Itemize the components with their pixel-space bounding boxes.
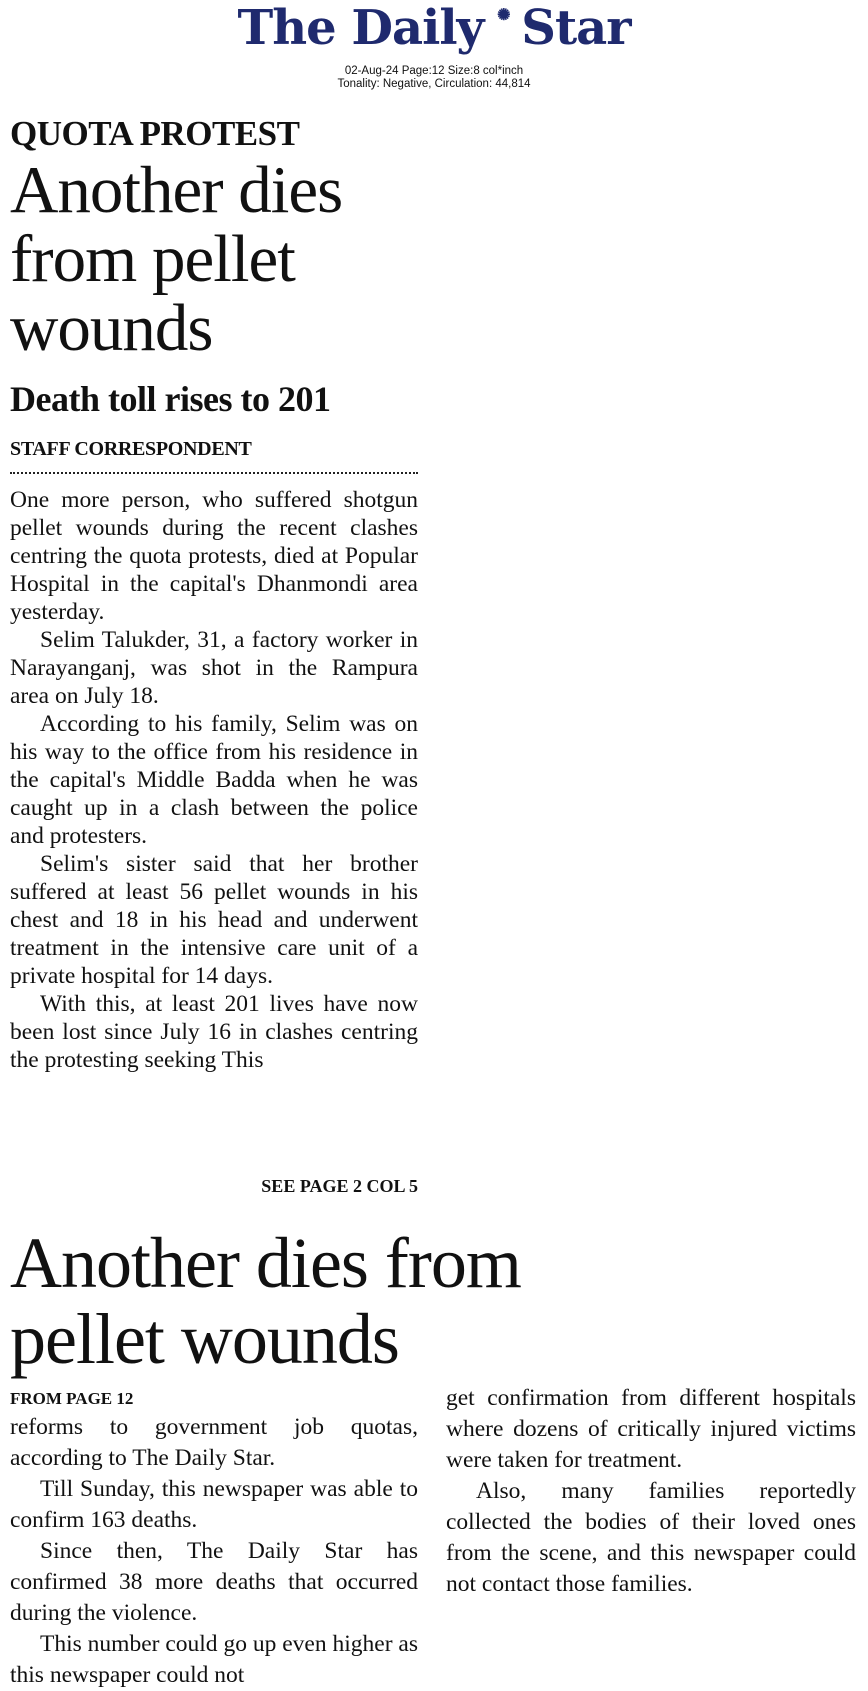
article-kicker: QUOTA PROTEST — [10, 114, 300, 153]
continuation-paragraph: reforms to government job quotas, according to The Daily Star. — [10, 1414, 418, 1471]
logo-text-right: Star — [521, 0, 631, 56]
continuation-paragraph: Till Sunday, this newspaper was able to confirm 163 deaths. — [10, 1476, 418, 1533]
article-paragraph: One more person, who suffered shotgun pellet wounds during the recent clashes centring the quota protests, died at Popular Hospital in the capital's Dhanmondi area yesterday. — [10, 487, 418, 625]
star-icon: ✺ — [497, 5, 510, 24]
continuation-headline: Another dies from pellet wounds — [10, 1223, 521, 1379]
article-paragraph: Selim's sister said that her brother suffered at least 56 pellet wounds in his chest and 18 in his head and underwent treatment in the intensive care unit of a private hospital for 14 days. — [10, 851, 418, 989]
clipping-meta-line-2: Tonality: Negative, Circulation: 44,814 — [337, 78, 531, 90]
article-byline: STAFF CORRESPONDENT — [10, 438, 252, 460]
continuation-paragraph: Since then, The Daily Star has confirmed 38 more deaths that occurred during the violence. — [10, 1538, 418, 1626]
continuation-column-1 — [10, 1412, 418, 1691]
continuation-paragraph: Also, many families reportedly collected the bodies of their loved ones from the scene, and this newspaper could not contact those families. — [446, 1478, 856, 1597]
article-paragraph: Selim Talukder, 31, a factory worker in Narayanganj, was shot in the Rampura area on July 18. — [10, 627, 418, 709]
byline-divider — [10, 472, 418, 474]
newspaper-logo — [0, 2, 868, 65]
article-subhead: Death toll rises to 201 — [10, 379, 331, 419]
article-body — [10, 486, 418, 1074]
masthead — [0, 0, 868, 91]
article-paragraph: According to his family, Selim was on his way to the office from his residence in the capital's Middle Badda when he was caught up in a clash between the police and protesters. — [10, 711, 418, 849]
article-paragraph: With this, at least 201 lives have now been lost since July 16 in clashes centring the protesting seeking This — [10, 991, 418, 1073]
logo-text-left: The Daily — [237, 0, 484, 56]
from-page-note: FROM PAGE 12 — [10, 1389, 134, 1408]
continuation-paragraph: This number could go up even higher as this newspaper could not — [10, 1631, 418, 1688]
article-headline: Another dies from pellet wounds — [10, 153, 343, 365]
continuation-paragraph: get confirmation from different hospitals where dozens of critically injured victims were taken for treatment. — [446, 1385, 856, 1473]
clipping-meta-line-1: 02-Aug-24 Page:12 Size:8 col*inch — [344, 65, 524, 77]
jump-note: SEE PAGE 2 COL 5 — [261, 1176, 418, 1196]
continuation-column-2 — [446, 1383, 856, 1600]
